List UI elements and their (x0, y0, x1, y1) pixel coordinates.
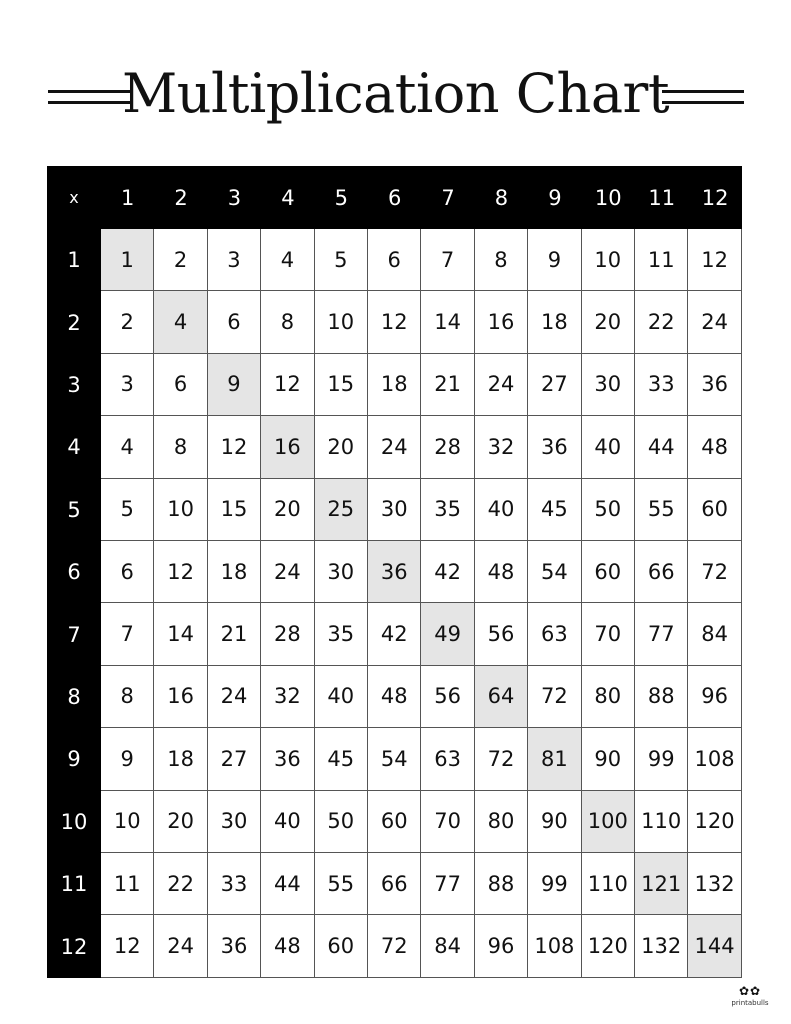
product-cell: 42 (421, 541, 474, 603)
product-cell: 10 (101, 791, 154, 853)
product-cell: 6 (101, 541, 154, 603)
product-cell: 66 (635, 541, 688, 603)
product-cell: 60 (368, 791, 421, 853)
product-cell: 55 (635, 479, 688, 541)
column-header: 12 (688, 166, 741, 229)
product-cell: 9 (101, 728, 154, 790)
product-cell: 7 (421, 229, 474, 291)
product-cell: 11 (101, 853, 154, 915)
product-cell: 80 (475, 791, 528, 853)
product-cell: 20 (261, 479, 314, 541)
product-cell: 14 (421, 291, 474, 353)
product-cell: 12 (688, 229, 741, 291)
product-cell: 96 (475, 915, 528, 977)
product-cell: 21 (421, 354, 474, 416)
product-cell: 54 (528, 541, 581, 603)
product-cell: 12 (154, 541, 207, 603)
product-cell: 72 (368, 915, 421, 977)
row-header: 12 (47, 915, 101, 977)
product-cell: 32 (475, 416, 528, 478)
product-cell: 56 (421, 666, 474, 728)
product-cell: 84 (688, 603, 741, 665)
product-cell: 90 (582, 728, 635, 790)
product-cell: 6 (368, 229, 421, 291)
product-cell: 24 (208, 666, 261, 728)
product-cell: 108 (688, 728, 741, 790)
product-cell: 36 (261, 728, 314, 790)
column-header: 3 (208, 166, 261, 229)
product-cell: 20 (315, 416, 368, 478)
product-cell: 110 (635, 791, 688, 853)
product-cell: 22 (635, 291, 688, 353)
product-cell: 72 (688, 541, 741, 603)
product-cell: 33 (635, 354, 688, 416)
product-cell: 80 (582, 666, 635, 728)
product-cell: 24 (688, 291, 741, 353)
column-header: 5 (315, 166, 368, 229)
product-cell: 18 (528, 291, 581, 353)
product-cell: 20 (154, 791, 207, 853)
product-cell: 88 (475, 853, 528, 915)
square-cell: 16 (261, 416, 314, 478)
row-header: 5 (47, 479, 101, 541)
product-cell: 60 (688, 479, 741, 541)
row-header: 9 (47, 728, 101, 790)
product-cell: 110 (582, 853, 635, 915)
product-cell: 50 (582, 479, 635, 541)
product-cell: 4 (101, 416, 154, 478)
brand-name: printabulls (731, 999, 769, 1007)
product-cell: 72 (528, 666, 581, 728)
product-cell: 32 (261, 666, 314, 728)
product-cell: 72 (475, 728, 528, 790)
product-cell: 54 (368, 728, 421, 790)
title-rule-right (662, 90, 744, 104)
product-cell: 6 (208, 291, 261, 353)
product-cell: 3 (101, 354, 154, 416)
product-cell: 60 (315, 915, 368, 977)
product-cell: 10 (582, 229, 635, 291)
product-cell: 12 (101, 915, 154, 977)
product-cell: 108 (528, 915, 581, 977)
product-cell: 15 (315, 354, 368, 416)
product-cell: 16 (154, 666, 207, 728)
product-cell: 22 (154, 853, 207, 915)
product-cell: 8 (101, 666, 154, 728)
row-header: 8 (47, 666, 101, 728)
product-cell: 21 (208, 603, 261, 665)
product-cell: 12 (261, 354, 314, 416)
product-cell: 24 (368, 416, 421, 478)
product-cell: 10 (315, 291, 368, 353)
product-cell: 7 (101, 603, 154, 665)
column-header: 7 (421, 166, 474, 229)
product-cell: 18 (154, 728, 207, 790)
product-cell: 9 (528, 229, 581, 291)
product-cell: 44 (261, 853, 314, 915)
column-header: 2 (154, 166, 207, 229)
product-cell: 132 (635, 915, 688, 977)
row-header: 7 (47, 603, 101, 665)
product-cell: 48 (475, 541, 528, 603)
product-cell: 3 (208, 229, 261, 291)
product-cell: 40 (261, 791, 314, 853)
product-cell: 84 (421, 915, 474, 977)
product-cell: 77 (421, 853, 474, 915)
product-cell: 30 (582, 354, 635, 416)
column-header: 10 (582, 166, 635, 229)
square-cell: 144 (688, 915, 741, 977)
product-cell: 99 (528, 853, 581, 915)
product-cell: 63 (528, 603, 581, 665)
product-cell: 4 (261, 229, 314, 291)
product-cell: 36 (528, 416, 581, 478)
product-cell: 88 (635, 666, 688, 728)
column-header: 9 (528, 166, 581, 229)
product-cell: 120 (688, 791, 741, 853)
square-cell: 81 (528, 728, 581, 790)
square-cell: 49 (421, 603, 474, 665)
row-header: 6 (47, 541, 101, 603)
product-cell: 48 (261, 915, 314, 977)
product-cell: 28 (261, 603, 314, 665)
product-cell: 24 (154, 915, 207, 977)
product-cell: 30 (315, 541, 368, 603)
title-banner (0, 52, 791, 132)
product-cell: 11 (635, 229, 688, 291)
product-cell: 30 (368, 479, 421, 541)
product-cell: 16 (475, 291, 528, 353)
product-cell: 70 (421, 791, 474, 853)
row-header: 2 (47, 291, 101, 353)
row-header: 11 (47, 853, 101, 915)
row-header: 10 (47, 791, 101, 853)
square-cell: 4 (154, 291, 207, 353)
product-cell: 14 (154, 603, 207, 665)
square-cell: 100 (582, 791, 635, 853)
product-cell: 56 (475, 603, 528, 665)
row-header: 1 (47, 229, 101, 291)
product-cell: 24 (475, 354, 528, 416)
product-cell: 40 (582, 416, 635, 478)
square-cell: 36 (368, 541, 421, 603)
square-cell: 1 (101, 229, 154, 291)
product-cell: 63 (421, 728, 474, 790)
product-cell: 99 (635, 728, 688, 790)
product-cell: 6 (154, 354, 207, 416)
product-cell: 27 (208, 728, 261, 790)
product-cell: 77 (635, 603, 688, 665)
column-header: 1 (101, 166, 154, 229)
column-header: 8 (475, 166, 528, 229)
product-cell: 2 (154, 229, 207, 291)
product-cell: 20 (582, 291, 635, 353)
product-cell: 33 (208, 853, 261, 915)
row-header: 4 (47, 416, 101, 478)
corner-label: x (47, 166, 101, 229)
product-cell: 2 (101, 291, 154, 353)
bunny-ears-icon: ✿✿ (738, 984, 762, 998)
square-cell: 64 (475, 666, 528, 728)
square-cell: 25 (315, 479, 368, 541)
product-cell: 35 (421, 479, 474, 541)
square-cell: 121 (635, 853, 688, 915)
product-cell: 132 (688, 853, 741, 915)
product-cell: 96 (688, 666, 741, 728)
product-cell: 60 (582, 541, 635, 603)
product-cell: 10 (154, 479, 207, 541)
product-cell: 35 (315, 603, 368, 665)
product-cell: 55 (315, 853, 368, 915)
product-cell: 44 (635, 416, 688, 478)
product-cell: 28 (421, 416, 474, 478)
product-cell: 45 (528, 479, 581, 541)
product-cell: 90 (528, 791, 581, 853)
product-cell: 27 (528, 354, 581, 416)
column-header: 4 (261, 166, 314, 229)
product-cell: 42 (368, 603, 421, 665)
page-title: Multiplication Chart (121, 62, 670, 125)
square-cell: 9 (208, 354, 261, 416)
product-cell: 30 (208, 791, 261, 853)
product-cell: 40 (315, 666, 368, 728)
multiplication-table (47, 166, 742, 978)
column-header: 11 (635, 166, 688, 229)
product-cell: 70 (582, 603, 635, 665)
product-cell: 48 (368, 666, 421, 728)
product-cell: 18 (208, 541, 261, 603)
product-cell: 120 (582, 915, 635, 977)
product-cell: 18 (368, 354, 421, 416)
product-cell: 66 (368, 853, 421, 915)
product-cell: 8 (475, 229, 528, 291)
product-cell: 48 (688, 416, 741, 478)
product-cell: 50 (315, 791, 368, 853)
column-header: 6 (368, 166, 421, 229)
product-cell: 24 (261, 541, 314, 603)
product-cell: 5 (101, 479, 154, 541)
product-cell: 40 (475, 479, 528, 541)
product-cell: 12 (368, 291, 421, 353)
product-cell: 5 (315, 229, 368, 291)
product-cell: 15 (208, 479, 261, 541)
brand-logo (726, 983, 774, 1023)
product-cell: 12 (208, 416, 261, 478)
product-cell: 36 (208, 915, 261, 977)
product-cell: 36 (688, 354, 741, 416)
row-header: 3 (47, 354, 101, 416)
product-cell: 8 (261, 291, 314, 353)
product-cell: 45 (315, 728, 368, 790)
product-cell: 8 (154, 416, 207, 478)
